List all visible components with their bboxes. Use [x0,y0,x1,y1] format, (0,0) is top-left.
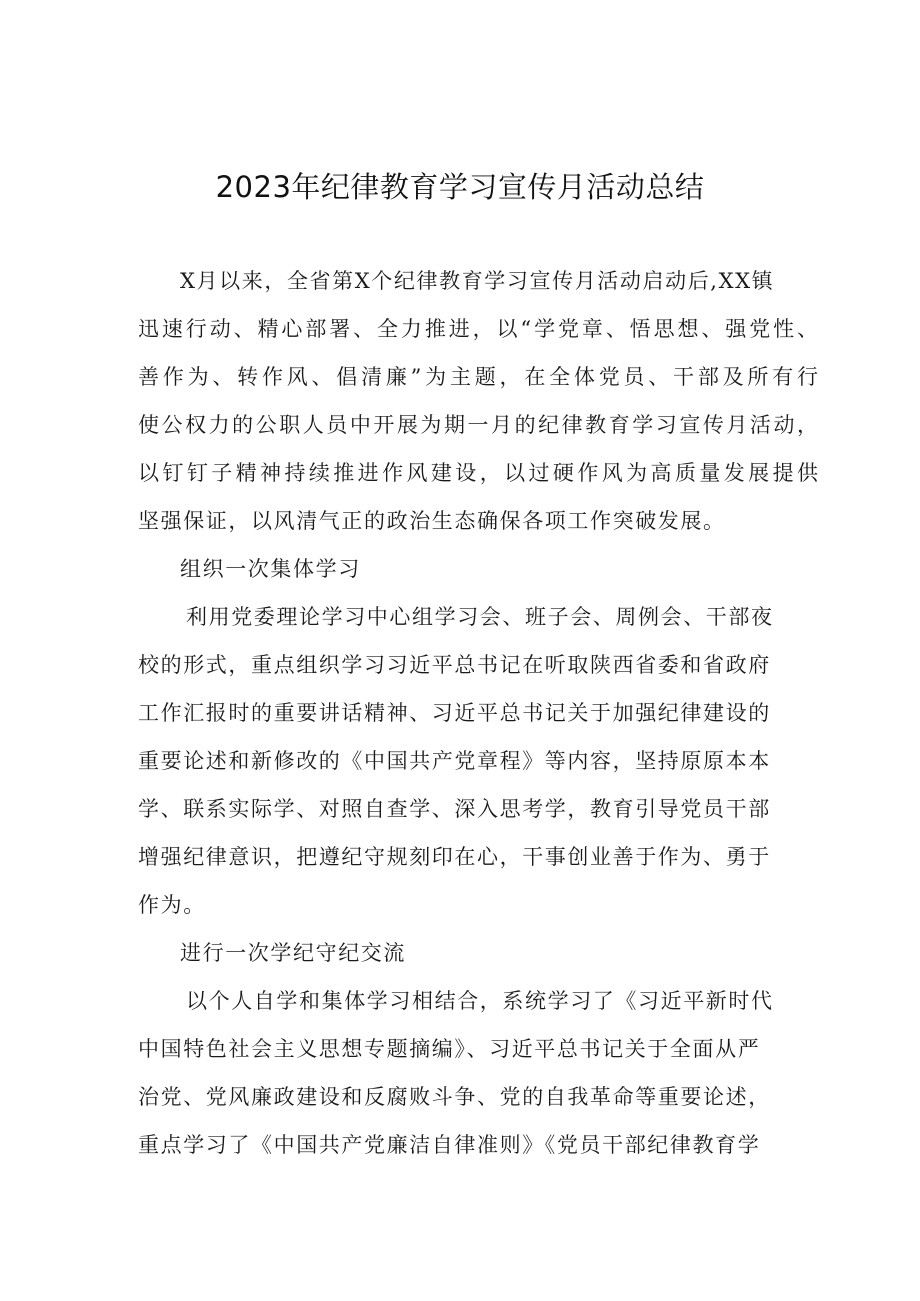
text-line: 中国特色社会主义思想专题摘编》、习近平总书记关于全面从严 [138,1037,761,1061]
text-line: 重要论述和新修改的《中国共产党章程》等内容，坚持原原本本 [138,749,771,773]
text-line: 重点学习了《中国共产党廉洁自律准则》《党员干部纪律教育学 [138,1133,761,1157]
paragraph-exchange [138,977,818,1169]
text-line: 校的形式，重点组织学习习近平总书记在听取陕西省委和省政府 [138,653,771,677]
text-line: 坚强保证，以风清气正的政治生态确保各项工作突破发展。 [138,509,726,533]
text-line: 以钉钉子精神持续推进作风建设，以过硬作风为高质量发展提供 [138,461,818,485]
text-line: 作为。 [138,893,206,917]
section-heading [138,545,818,593]
text-line: 善作为、转作风、倡清廉”为主题，在全体党员、干部及所有行 [138,365,818,389]
document-title: 2023年纪律教育学习宣传月活动总结 [215,170,705,204]
text-line: 学、联系实际学、对照自查学、深入思考学，教育引导党员干部 [138,797,771,821]
text-line: X月以来，全省第X个纪律教育学习宣传月活动启动后,XX镇 [180,269,775,293]
text-line: 利用党委理论学习中心组学习会、班子会、周例会、干部夜 [186,605,774,629]
text-line: 使公权力的公职人员中开展为期一月的纪律教育学习宣传月活动， [138,413,818,437]
paragraph-collective-study [138,593,818,929]
heading-text: 进行一次学纪守纪交流 [180,941,406,965]
heading-text: 组织一次集体学习 [180,557,361,581]
text-line: 治党、党风廉政建设和反腐败斗争、党的自我革命等重要论述， [138,1085,771,1109]
text-line: 迅速行动、精心部署、全力推进，以“学党章、悟思想、强党性、 [138,317,818,341]
text-line: 增强纪律意识，把遵纪守规刻印在心，干事创业善于作为、勇于 [138,845,771,869]
text-line: 工作汇报时的重要讲话精神、习近平总书记关于加强纪律建设的 [138,701,771,725]
text-line: 以个人自学和集体学习相结合，系统学习了《习近平新时代 [186,989,774,1013]
section-heading [138,929,818,977]
paragraph-intro [138,257,818,545]
